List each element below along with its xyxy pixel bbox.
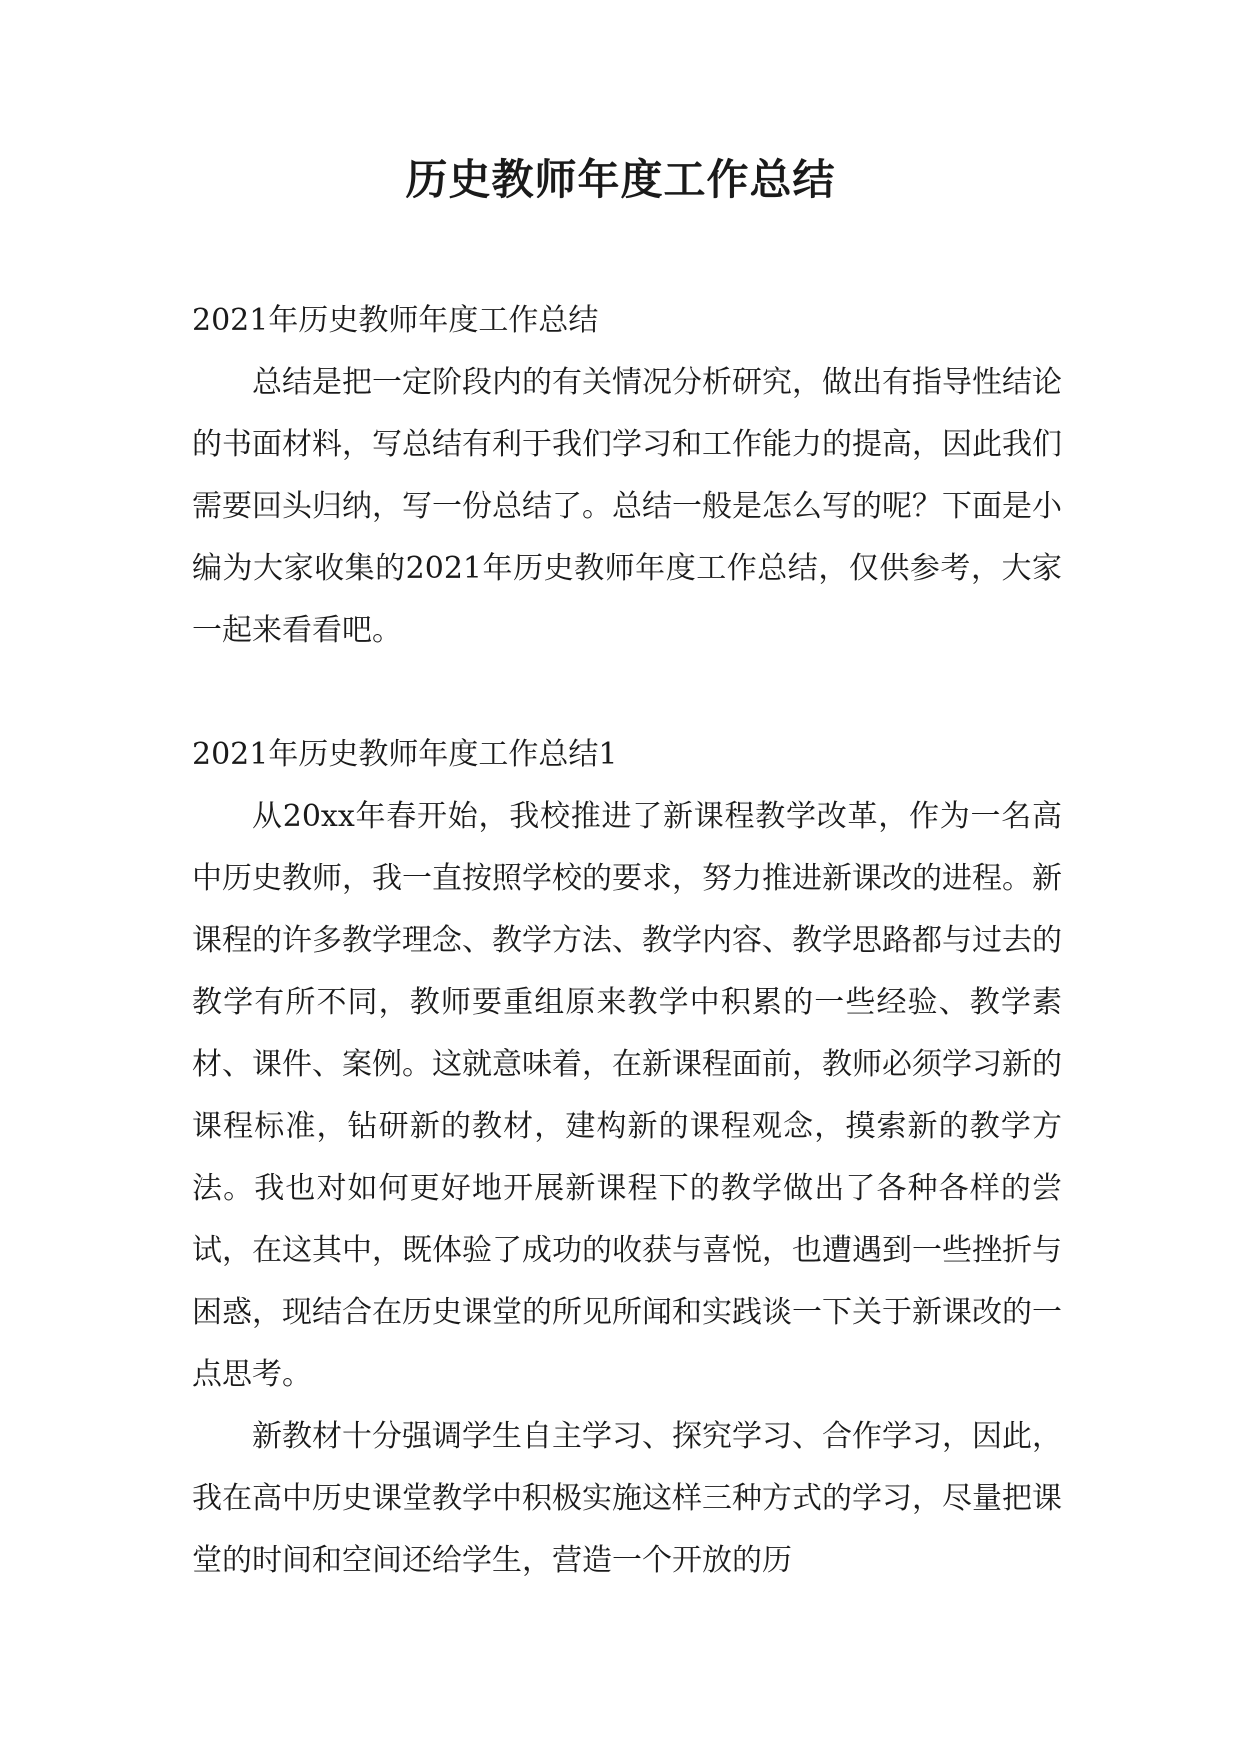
- paragraph-spacer: [192, 662, 1062, 724]
- document-title: 历史教师年度工作总结: [405, 155, 836, 204]
- document-body: [192, 290, 1062, 1592]
- body-paragraph: 新教材十分强调学生自主学习、探究学习、合作学习，因此，我在高中历史课堂教学中积极实施这样三种方式的学习，尽量把课堂的时间和空间还给学生，营造一个开放的历: [192, 1419, 1062, 1578]
- body-paragraph: 从20xx年春开始，我校推进了新课程教学改革，作为一名高中历史教师，我一直按照学校的要求，努力推进新课改的进程。新课程的许多教学理念、教学方法、教学内容、教学思路都与过去的教学有所不同，教师要重组原来教学中积累的一些经验、教学素材、课件、案例。这就意味着，在新课程面前，教师必须学习新的课程标准，钻研新的教材，建构新的课程观念，摸索新的教学方法。我也对如何更好地开展新课程下的教学做出了各种各样的尝试，在这其中，既体验了成功的收获与喜悦，也遭遇到一些挫折与困惑，现结合在历史课堂的所见所闻和实践谈一下关于新课改的一点思考。: [192, 799, 1062, 1392]
- intro-paragraph: 总结是把一定阶段内的有关情况分析研究，做出有指导性结论的书面材料，写总结有利于我们学习和工作能力的提高，因此我们需要回头归纳，写一份总结了。总结一般是怎么写的呢？下面是小编为大家收集的2021年历史教师年度工作总结，仅供参考，大家一起来看看吧。: [192, 365, 1062, 648]
- document-subtitle: 2021年历史教师年度工作总结: [192, 303, 599, 338]
- section-heading: 2021年历史教师年度工作总结1: [192, 737, 618, 772]
